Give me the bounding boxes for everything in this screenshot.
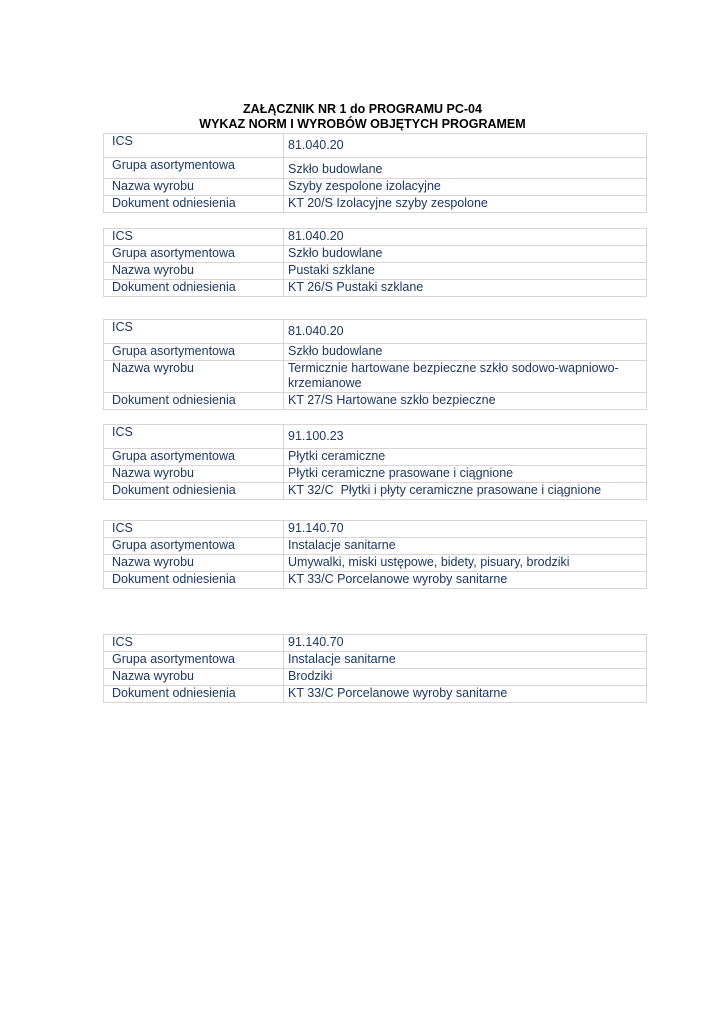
ics-value: 81.040.20	[284, 134, 647, 158]
grupa-value: Szkło budowlane	[284, 158, 647, 179]
ics-label: ICS	[104, 521, 284, 538]
product-table	[103, 634, 647, 703]
dokument-value: KT 33/C Porcelanowe wyroby sanitarne	[284, 686, 647, 703]
nazwa-value: Pustaki szklane	[284, 263, 647, 280]
ics-value: 81.040.20	[284, 320, 647, 344]
nazwa-label: Nazwa wyrobu	[104, 555, 284, 572]
row-ics	[104, 635, 647, 652]
row-grupa	[104, 652, 647, 669]
row-grupa	[104, 449, 647, 466]
row-dokument	[104, 280, 647, 297]
nazwa-value: Umywalki, miski ustępowe, bidety, pisuary, brodziki	[284, 555, 647, 572]
grupa-value: Instalacje sanitarne	[284, 652, 647, 669]
ics-label: ICS	[104, 425, 284, 449]
grupa-value: Instalacje sanitarne	[284, 538, 647, 555]
nazwa-label: Nazwa wyrobu	[104, 466, 284, 483]
dokument-label: Dokument odniesienia	[104, 686, 284, 703]
document-header	[0, 102, 725, 132]
product-table	[103, 133, 647, 213]
dokument-value: KT 32/C Płytki i płyty ceramiczne prasowane i ciągnione	[284, 483, 647, 500]
row-dokument	[104, 196, 647, 213]
grupa-label: Grupa asortymentowa	[104, 652, 284, 669]
dokument-label: Dokument odniesienia	[104, 196, 284, 213]
grupa-label: Grupa asortymentowa	[104, 158, 284, 179]
ics-value: 91.140.70	[284, 521, 647, 538]
row-nazwa	[104, 179, 647, 196]
ics-label: ICS	[104, 134, 284, 158]
row-dokument	[104, 393, 647, 410]
row-grupa	[104, 158, 647, 179]
nazwa-value: Płytki ceramiczne prasowane i ciągnione	[284, 466, 647, 483]
dokument-value: KT 26/S Pustaki szklane	[284, 280, 647, 297]
ics-label: ICS	[104, 229, 284, 246]
dokument-label: Dokument odniesienia	[104, 572, 284, 589]
row-ics	[104, 320, 647, 344]
grupa-value: Płytki ceramiczne	[284, 449, 647, 466]
grupa-value: Szkło budowlane	[284, 246, 647, 263]
product-table	[103, 520, 647, 589]
row-ics	[104, 229, 647, 246]
dokument-label: Dokument odniesienia	[104, 280, 284, 297]
dokument-label: Dokument odniesienia	[104, 393, 284, 410]
row-ics	[104, 134, 647, 158]
row-nazwa	[104, 466, 647, 483]
document-title: ZAŁĄCZNIK NR 1 do PROGRAMU PC-04	[243, 102, 482, 116]
row-ics	[104, 521, 647, 538]
product-table	[103, 228, 647, 297]
row-dokument	[104, 483, 647, 500]
row-ics	[104, 425, 647, 449]
row-nazwa	[104, 361, 647, 393]
nazwa-value: Termicznie hartowane bezpieczne szkło sodowo-wapniowo-krzemianowe	[284, 361, 647, 393]
nazwa-value: Szyby zespolone izolacyjne	[284, 179, 647, 196]
row-dokument	[104, 572, 647, 589]
ics-label: ICS	[104, 320, 284, 344]
grupa-label: Grupa asortymentowa	[104, 344, 284, 361]
grupa-label: Grupa asortymentowa	[104, 449, 284, 466]
product-table	[103, 424, 647, 500]
row-nazwa	[104, 263, 647, 280]
ics-value: 91.140.70	[284, 635, 647, 652]
row-nazwa	[104, 555, 647, 572]
dokument-value: KT 33/C Porcelanowe wyroby sanitarne	[284, 572, 647, 589]
grupa-label: Grupa asortymentowa	[104, 538, 284, 555]
row-dokument	[104, 686, 647, 703]
row-grupa	[104, 344, 647, 361]
row-nazwa	[104, 669, 647, 686]
nazwa-label: Nazwa wyrobu	[104, 361, 284, 393]
nazwa-value: Brodziki	[284, 669, 647, 686]
nazwa-label: Nazwa wyrobu	[104, 669, 284, 686]
dokument-value: KT 27/S Hartowane szkło bezpieczne	[284, 393, 647, 410]
product-table	[103, 319, 647, 410]
dokument-label: Dokument odniesienia	[104, 483, 284, 500]
ics-value: 91.100.23	[284, 425, 647, 449]
grupa-label: Grupa asortymentowa	[104, 246, 284, 263]
ics-value: 81.040.20	[284, 229, 647, 246]
document-subtitle: WYKAZ NORM I WYROBÓW OBJĘTYCH PROGRAMEM	[199, 117, 526, 131]
dokument-value: KT 20/S Izolacyjne szyby zespolone	[284, 196, 647, 213]
row-grupa	[104, 538, 647, 555]
grupa-value: Szkło budowlane	[284, 344, 647, 361]
nazwa-label: Nazwa wyrobu	[104, 179, 284, 196]
nazwa-label: Nazwa wyrobu	[104, 263, 284, 280]
row-grupa	[104, 246, 647, 263]
ics-label: ICS	[104, 635, 284, 652]
